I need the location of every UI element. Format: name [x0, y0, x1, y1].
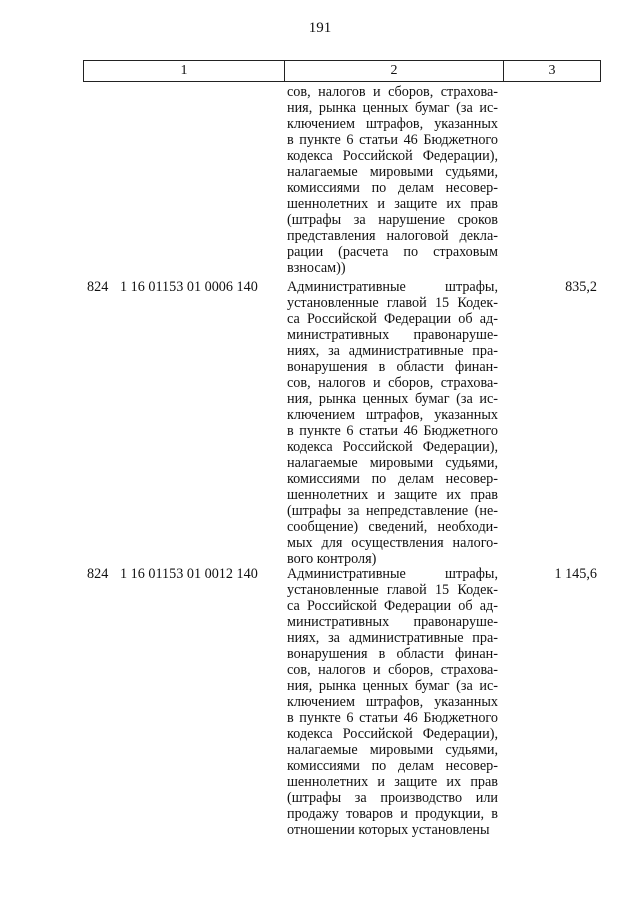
text-line: ния, рынка ценных бумаг (за ис- [287, 678, 498, 694]
text-line: са Российской Федерации об ад- [287, 598, 498, 614]
text-line: кодекса Российской Федерации), [287, 726, 498, 742]
admin-code: 824 [87, 279, 109, 295]
text-line: сообщение) сведений, необходи- [287, 519, 498, 535]
text-line: установленные главой 15 Кодек- [287, 295, 498, 311]
text-line: комиссиями по делам несовер- [287, 471, 498, 487]
page-number: 191 [308, 20, 332, 36]
table-row-2-description [287, 566, 498, 838]
text-line: сов, налогов и сборов, страхова- [287, 662, 498, 678]
text-line: са Российской Федерации об ад- [287, 311, 498, 327]
continuation-text [287, 84, 498, 276]
text-line: вого контроля) [287, 551, 377, 567]
text-line: министративных правонаруше- [287, 614, 498, 630]
text-line: шеннолетних и защите их прав [287, 774, 498, 790]
table-header-col-2: 2 [285, 61, 504, 81]
text-line: ключением штрафов, указанных [287, 407, 498, 423]
text-line: вонарушения в области финан- [287, 646, 498, 662]
text-line: (штрафы за нарушение сроков [287, 212, 498, 228]
text-line: налагаемые мировыми судьями, [287, 164, 498, 180]
text-line: Административные штрафы, [287, 279, 498, 295]
text-line: (штрафы за непредставление (не- [287, 503, 498, 519]
text-line: кодекса Российской Федерации), [287, 148, 498, 164]
table-row-2-code [87, 566, 282, 582]
text-line: ния, рынка ценных бумаг (за ис- [287, 100, 498, 116]
admin-code: 824 [87, 566, 109, 582]
text-line: ниях, за административные пра- [287, 343, 498, 359]
table-row-1-description [287, 279, 498, 567]
text-line: отношении которых установлены [287, 822, 490, 838]
table-header-col-1: 1 [84, 61, 285, 81]
text-line: шеннолетних и защите их прав [287, 487, 498, 503]
kbk-code: 1 16 01153 01 0006 140 [120, 279, 258, 295]
table-header-col-3: 3 [548, 63, 556, 78]
text-line: взносам)) [287, 260, 346, 276]
text-line: (штрафы за производство или [287, 790, 498, 806]
text-line: ключением штрафов, указанных [287, 116, 498, 132]
text-line: сов, налогов и сборов, страхова- [287, 375, 498, 391]
text-line: представления налоговой декла- [287, 228, 498, 244]
text-line: министративных правонаруше- [287, 327, 498, 343]
text-line: рации (расчета по страховым [287, 244, 498, 260]
kbk-code: 1 16 01153 01 0012 140 [120, 566, 258, 582]
text-line: в пункте 6 статьи 46 Бюджетного [287, 132, 498, 148]
text-line: продажу товаров и продукции, в [287, 806, 498, 822]
text-line: в пункте 6 статьи 46 Бюджетного [287, 710, 498, 726]
text-line: мых для осуществления налого- [287, 535, 498, 551]
table-row-1-amount: 835,2 [565, 279, 597, 295]
text-line: сов, налогов и сборов, страхова- [287, 84, 498, 100]
table-header [83, 60, 601, 82]
text-line: установленные главой 15 Кодек- [287, 582, 498, 598]
text-line: в пункте 6 статьи 46 Бюджетного [287, 423, 498, 439]
text-line: Административные штрафы, [287, 566, 498, 582]
table-row-1-code [87, 279, 282, 295]
text-line: ниях, за административные пра- [287, 630, 498, 646]
text-line: комиссиями по делам несовер- [287, 180, 498, 196]
table-row-2-amount: 1 145,6 [554, 566, 597, 582]
text-line: налагаемые мировыми судьями, [287, 455, 498, 471]
text-line: шеннолетних и защите их прав [287, 196, 498, 212]
text-line: комиссиями по делам несовер- [287, 758, 498, 774]
text-line: ния, рынка ценных бумаг (за ис- [287, 391, 498, 407]
text-line: кодекса Российской Федерации), [287, 439, 498, 455]
text-line: ключением штрафов, указанных [287, 694, 498, 710]
text-line: вонарушения в области финан- [287, 359, 498, 375]
text-line: налагаемые мировыми судьями, [287, 742, 498, 758]
